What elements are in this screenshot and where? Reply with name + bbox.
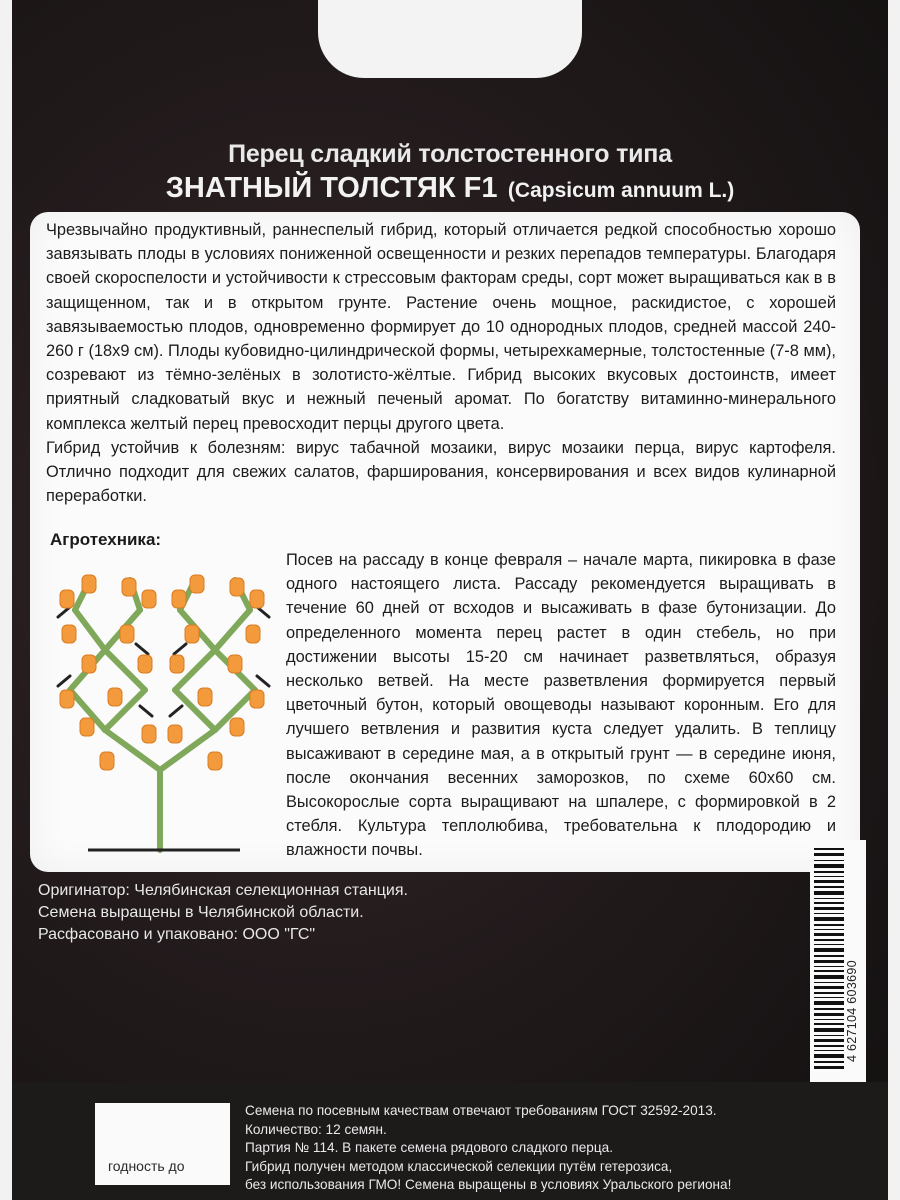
footer-line: Семена по посевным качествам отвечают требованиям ГОСТ 32592-2013. <box>245 1103 717 1118</box>
trellis-branches <box>70 580 255 850</box>
agrotech-text: Посев на рассаду в конце февраля – начале марта, пикировка в фазе одного настоящего листа. Рассаду рекомендуется выращивать в течение 60 дней от всходов и высаживать в фазе бутонизации. До определенного момента перец растет в один стебель, но при достижении высоты 15-20 см начинает разветвляться, образуя несколько ветвей. На месте разветвления формируется первый цветочный бутон, который овощеводы называют коронным. Его для лучшего ветвления и развития куста следует удалить. В теплицу высаживают в середине мая, а в открытый грунт — в середине июня, после окончания весенних заморозков, по схеме 60x60 см. Высокорослые сорта выращивают на шпалере, с формировкой в 2 стебля. Культура теплолюбива, требовательна к плодородию и влажности почвы. <box>286 551 836 860</box>
description-paragraph: Чрезвычайно продуктивный, раннеспелый гибрид, который отличается редкой способностью хорошо завязывать плоды в условиях пониженной освещенности и резких перепадов температуры. Благодаря своей скороспелости и устойчивости к стрессовым факторам среды, сорт может выращиваться как в в защищенном, так и в открытом грунте. Растение очень мощное, раскидистое, с хорошей завязываемостью плодов, одновременно формирует до 10 однородных плодов, средней массой 240-260 г (18x9 см). Плоды кубовидно-цилиндрической формы, четырехкамерные, толстостенные (7-8 мм), созревают из тёмно-зелёных в золотисто-жёлтые. Гибрид высоких вкусовых достоинств, имеет приятный сладковатый вкус и нежный печеный аромат. По богатству витаминно-минерального комплекса желтый перец превосходит перцы другого цвета. <box>46 221 836 433</box>
packed-line: Расфасовано и упаковано: ООО "ГС" <box>38 926 316 943</box>
footer-line: Партия № 114. В пакете семена рядового сладкого перца. <box>245 1140 613 1156</box>
pepper-fruits <box>60 575 264 770</box>
product-subtitle: Перец сладкий толстостенного типа <box>228 140 672 168</box>
grown-line: Семена выращены в Челябинской области. <box>38 904 364 921</box>
description-text <box>46 218 836 508</box>
product-title: ЗНАТНЫЙ ТОЛСТЯК F1 <box>165 172 498 204</box>
agrotech-heading: Агротехника: <box>50 530 162 549</box>
expiry-date-label: годность до <box>108 1158 185 1174</box>
footer-line: Гибрид получен методом классической селекции путём гетерозиса, <box>245 1158 673 1174</box>
hanging-hole <box>318 0 582 78</box>
latin-name: (Capsicum annuum L.) <box>507 179 735 202</box>
product-title-row <box>0 172 900 205</box>
origin-info <box>38 880 408 946</box>
description-paragraph: Гибрид устойчив к болезням: вирус табачной мозаики, вирус мозаики перца, вирус картофеля. Отлично подходит для свежих салатов, фарширования, консервирования и всех видов кулинарной переработки. <box>46 438 836 506</box>
footer-line: Количество: 12 семян. <box>245 1121 387 1137</box>
barcode-number: 4 627104 603690 <box>845 960 859 1062</box>
originator-line: Оригинатор: Челябинская селекционная станция. <box>38 882 408 899</box>
pepper-plant-illustration <box>50 560 275 860</box>
footer-line: без использования ГМО! Семена выращены в условиях Уральского региона! <box>245 1177 732 1193</box>
footer-info <box>245 1102 731 1195</box>
